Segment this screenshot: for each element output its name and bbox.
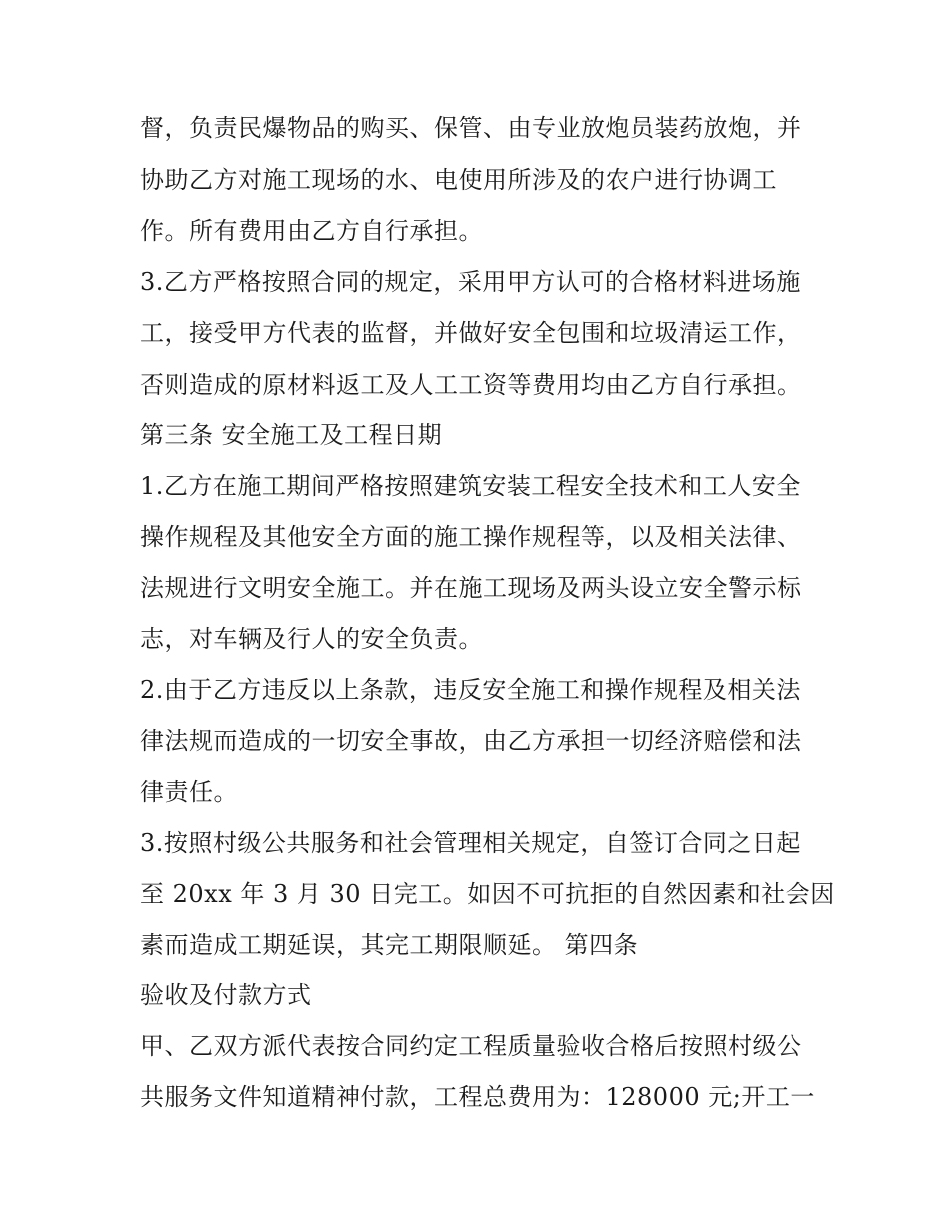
text-line: 至 20xx 年 3 月 30 日完工。如因不可抗拒的自然因素和社会因 bbox=[140, 880, 835, 908]
text-line: 律法规而造成的一切安全事故，由乙方承担一切经济赔偿和法 bbox=[140, 727, 802, 755]
text-line: 律责任。 bbox=[140, 778, 238, 806]
text-line: 素而造成工期延误，其完工期限顺延。 第四条 bbox=[140, 931, 639, 959]
text-line: 操作规程及其他安全方面的施工操作规程等，以及相关法律、 bbox=[140, 523, 802, 551]
section-heading-4: 验收及付款方式 bbox=[140, 981, 312, 1009]
text-line: 1.乙方在施工期间严格按照建筑安装工程安全技术和工人安全 bbox=[140, 472, 801, 500]
text-line: 作。所有费用由乙方自行承担。 bbox=[140, 217, 483, 245]
text-line: 志，对车辆及行人的安全负责。 bbox=[140, 625, 483, 653]
text-line: 共服务文件知道精神付款，工程总费用为：128000 元;开工一 bbox=[140, 1083, 815, 1111]
text-line: 3.按照村级公共服务和社会管理相关规定，自签订合同之日起 bbox=[140, 829, 801, 857]
text-line: 2.由于乙方违反以上条款，违反安全施工和操作规程及相关法 bbox=[140, 676, 801, 704]
text-line: 工，接受甲方代表的监督，并做好安全包围和垃圾清运工作， bbox=[140, 319, 802, 347]
text-line: 否则造成的原材料返工及人工工资等费用均由乙方自行承担。 bbox=[140, 371, 802, 399]
text-line: 督，负责民爆物品的购买、保管、由专业放炮员装药放炮，并 bbox=[140, 114, 802, 142]
text-line: 3.乙方严格按照合同的规定，采用甲方认可的合格材料进场施 bbox=[140, 268, 801, 296]
section-heading-3: 第三条 安全施工及工程日期 bbox=[140, 421, 443, 449]
text-line: 协助乙方对施工现场的水、电使用所涉及的农户进行协调工 bbox=[140, 166, 777, 194]
text-line: 甲、乙双方派代表按合同约定工程质量验收合格后按照村级公 bbox=[140, 1032, 802, 1060]
text-line: 法规进行文明安全施工。并在施工现场及两头设立安全警示标 bbox=[140, 574, 802, 602]
